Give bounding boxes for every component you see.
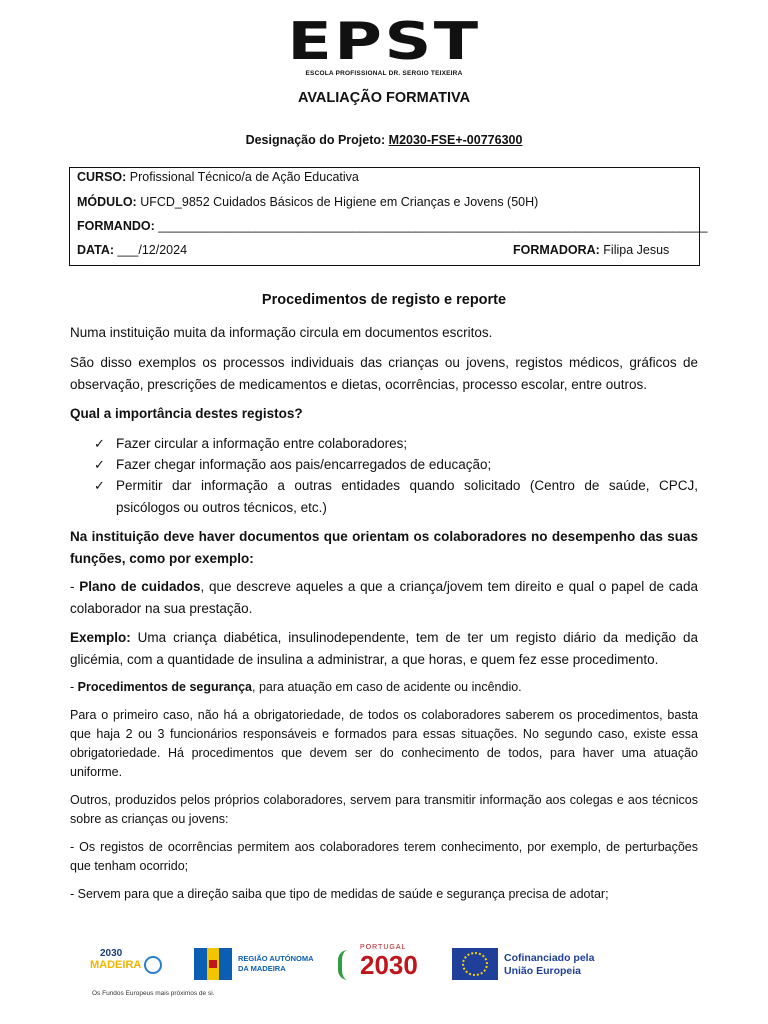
logo-text: EPST bbox=[287, 12, 481, 72]
portugal-swirl-icon bbox=[338, 950, 362, 980]
paragraph-exemplo bbox=[70, 627, 698, 670]
question bbox=[70, 403, 698, 425]
checklist-text: Permitir dar informação a outras entidades quando solicitado (Centro de saúde, CPCJ, psicólogos ou outros técnicos, etc.) bbox=[116, 478, 698, 515]
paragraph-10: - Servem para que a direção saiba que tipo de medidas de saúde e segurança precisa de adotar; bbox=[70, 887, 609, 901]
designation-label: Designação do Projeto: bbox=[245, 133, 386, 147]
eu-cofunding-logo bbox=[452, 948, 622, 984]
plano-text: , que descreve aqueles a que a criança/jovem tem direito e qual o papel de cada colaborador na sua prestação. bbox=[70, 579, 698, 616]
check-icon: ✓ bbox=[94, 436, 105, 451]
formando-row bbox=[77, 219, 707, 233]
dash: - bbox=[70, 680, 78, 694]
formadora-value: Filipa Jesus bbox=[603, 243, 670, 257]
course-info-box bbox=[69, 167, 708, 266]
logo-subtitle: ESCOLA PROFISSIONAL DR. SERGIO TEIXEIRA bbox=[305, 70, 463, 77]
exemplo-label: Exemplo: bbox=[70, 630, 131, 645]
modulo-row bbox=[77, 195, 538, 209]
epst-logo-mark bbox=[287, 12, 481, 72]
checklist-text: Fazer circular a informação entre colaboradores; bbox=[116, 436, 408, 451]
seguranca-text: , para atuação em caso de acidente ou incêndio. bbox=[252, 680, 522, 694]
madeira-2030-logo bbox=[86, 948, 166, 984]
eu-flag-icon bbox=[452, 948, 498, 980]
school-logo bbox=[0, 14, 768, 77]
section-title: Procedimentos de registo e reporte bbox=[261, 292, 507, 308]
globe-icon bbox=[144, 956, 162, 974]
portugal-2030-number: 2030 bbox=[360, 950, 418, 980]
check-icon: ✓ bbox=[94, 457, 105, 472]
madeira-flag-icon bbox=[194, 948, 232, 980]
curso-label: CURSO: bbox=[77, 170, 127, 184]
plano-label: Plano de cuidados bbox=[79, 579, 201, 594]
portugal-label: PORTUGAL bbox=[360, 944, 407, 951]
paragraph-seguranca bbox=[70, 678, 698, 697]
data-value: ___/12/2024 bbox=[117, 243, 188, 257]
checklist-text: Fazer chegar informação aos pais/encarregados de educação; bbox=[116, 457, 492, 472]
curso-row bbox=[77, 170, 359, 184]
modulo-label: MÓDULO: bbox=[77, 195, 137, 209]
check-icon: ✓ bbox=[94, 478, 105, 493]
designation-code: M2030-FSE+-00776300 bbox=[388, 133, 523, 147]
portugal-2030-logo bbox=[338, 944, 428, 984]
paragraph-8: Outros, produzidos pelos próprios colaboradores, servem para transmitir informação aos colegas e aos técnicos sobre as crianças ou jovens: bbox=[70, 793, 698, 826]
regiao-autonoma-text bbox=[238, 954, 314, 974]
paragraph-7: Para o primeiro caso, não há a obrigatoriedade, de todos os colaboradores saberem os procedimentos, basta que haja 2 ou 3 funcionários responsáveis e formados para essas situações. No segundo caso, existe essa obrigatoriedade. Há procedimentos que devem ser do conhecimento de todos, para haver uma atuação uniforme. bbox=[70, 708, 698, 779]
curso-value: Profissional Técnico/a de Ação Educativa bbox=[129, 170, 359, 184]
modulo-value: UFCD_9852 Cuidados Básicos de Higiene em Crianças e Jovens (50H) bbox=[140, 195, 539, 209]
paragraph-plano bbox=[70, 576, 698, 619]
dash: - bbox=[70, 579, 80, 594]
formadora bbox=[513, 243, 669, 257]
formadora-label: FORMADORA: bbox=[513, 243, 600, 257]
paragraph-9: - Os registos de ocorrências permitem aos colaboradores terem conhecimento, por exemplo, de perturbações que tenham ocorrido; bbox=[70, 840, 698, 873]
formando-blank: _______________________________________________________________________________ bbox=[158, 219, 708, 233]
formando-label: FORMANDO: bbox=[77, 219, 155, 233]
eu-text bbox=[504, 952, 594, 978]
data-row bbox=[77, 243, 670, 257]
funding-tagline: Os Fundos Europeus mais próximos de si. bbox=[92, 990, 215, 997]
paragraph-1: Numa instituição muita da informação circula em documentos escritos. bbox=[70, 325, 493, 340]
regiao-autonoma-logo bbox=[194, 948, 324, 984]
madeira-2030-number: 2030 bbox=[100, 948, 123, 959]
data-label: DATA: bbox=[77, 243, 115, 257]
document-title: AVALIAÇÃO FORMATIVA bbox=[297, 90, 471, 106]
paragraph-3 bbox=[70, 526, 698, 569]
ram-line-2: DA MADEIRA bbox=[238, 964, 286, 973]
exemplo-text: Uma criança diabética, insulinodependente, tem de ter um registo diário da medição da glicémia, com a quantidade de insulina a administrar, a que horas, e quem fez esse procedimento. bbox=[70, 630, 698, 667]
eu-line-2: União Europeia bbox=[504, 965, 582, 977]
paragraph-2: São disso exemplos os processos individuais das crianças ou jovens, registos médicos, gráficos de observação, prescrições de medicamentos e dietas, ocorrências, processo escolar, entre outros. bbox=[70, 355, 698, 392]
ram-line-1: REGIÃO AUTÓNOMA bbox=[238, 954, 314, 963]
eu-line-1: Cofinanciado pela bbox=[504, 952, 595, 964]
seguranca-label: Procedimentos de segurança bbox=[77, 680, 253, 694]
project-designation bbox=[0, 133, 768, 147]
paragraph-3-text: Na instituição deve haver documentos que orientam os colaboradores no desempenho das suas funções, como por exemplo: bbox=[70, 529, 698, 566]
question-text: Qual a importância destes registos? bbox=[70, 406, 303, 421]
funding-footer bbox=[86, 944, 686, 1004]
madeira-2030-name: MADEIRA bbox=[90, 959, 142, 971]
